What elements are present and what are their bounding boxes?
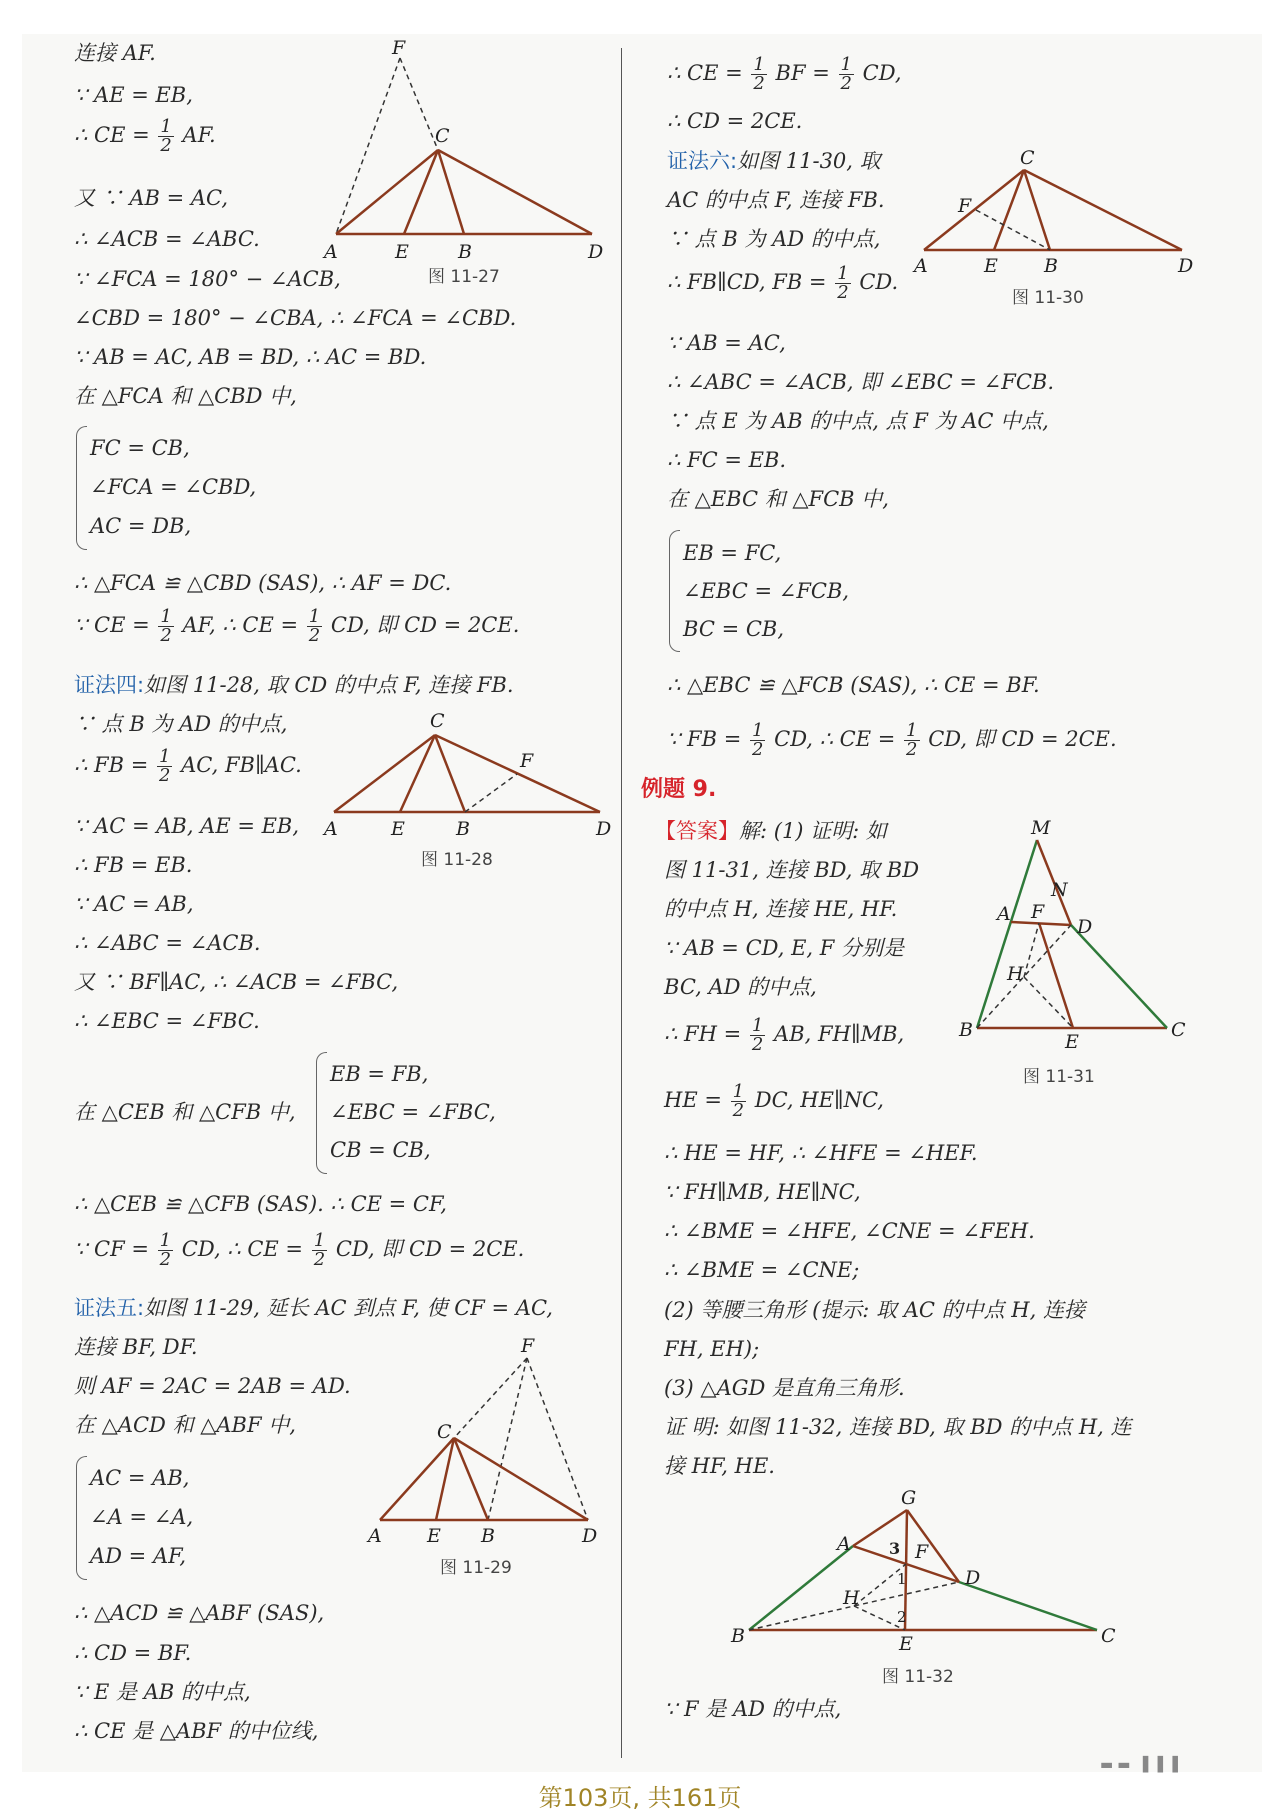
segment-dc [1071,925,1167,1028]
point-label: B [481,1525,495,1547]
segment-ba [749,1546,853,1630]
scroll-indicator[interactable]: ▬▬ ▌▌▌ [1100,1757,1188,1773]
text-line: ∵ CF = $\frac{1}{2}$ CD, ∴ CE = $\frac{1}{2}$ CD, 即 CD = 2CE. [74,1230,525,1270]
system-line: FC = CB, [90,436,190,460]
segment-ce [400,735,435,812]
segment-mb [977,840,1037,1028]
text-line: ∴ ∠ABC = ∠ACB. [74,931,261,955]
point-label: C [435,125,450,147]
figure-11-30 [912,147,1202,280]
point-label: A [324,818,338,840]
figure-11-27 [320,37,620,280]
text-line: ∴ △EBC ≌ △FCB (SAS), ∴ CE = BF. [667,673,1040,697]
text-line: 在 △CEB 和 △CFB 中, [74,1100,296,1124]
text-line: ∵ AB = AC, AB = BD, ∴ AC = BD. [74,345,427,369]
system-line: ∠A = ∠A, [90,1505,194,1529]
point-label: F [958,195,972,217]
point-label: C [1101,1625,1116,1647]
figure-11-29 [370,1330,610,1550]
text-line: ∵ 点 E 为 AB 的中点, 点 F 为 AC 中点, [667,409,1049,433]
fraction: $\frac{1}{2}$ [840,54,852,94]
point-label: H [1007,963,1024,985]
point-label: B [731,1625,745,1647]
text-line: ∴ CE = $\frac{1}{2}$ BF = $\frac{1}{2}$ CD, [667,54,902,94]
point-label: C [1171,1019,1186,1041]
point-label: B [456,818,470,840]
text-line: ∴ FC = EB. [667,448,787,472]
figure-11-31 [955,817,1195,1053]
text-line: HE = $\frac{1}{2}$ DC, HE∥NC, [664,1081,884,1121]
system-line: AC = AB, [90,1466,190,1490]
system-line: EB = FC, [683,541,782,565]
brace [669,530,680,652]
point-label: F [392,37,406,59]
text-line: 证 明: 如图 11-32, 连接 BD, 取 BD 的中点 H, 连 [664,1415,1132,1439]
point-label: D [1077,916,1093,938]
segment-fc [400,58,438,150]
text-line: ∴ ∠BME = ∠CNE; [664,1258,860,1282]
fraction: $\frac{1}{2}$ [732,1081,745,1121]
point-label: H [843,1587,860,1609]
text-line: ∠CBD = 180° − ∠CBA, ∴ ∠FCA = ∠CBD. [74,306,517,330]
text-line: ∵ AC = AB, [74,892,194,916]
text-line: 接 HF, HE. [664,1454,775,1478]
text-line: ∵ CE = $\frac{1}{2}$ AF, ∴ CE = $\frac{1}{2}$ CD, 即 CD = 2CE. [74,606,520,646]
segment-bf [465,774,517,812]
angle-label: 2 [897,1608,907,1626]
point-label: F [520,750,534,772]
point-label: F [521,1335,535,1357]
text-line: ∴ ∠BME = ∠HFE, ∠CNE = ∠FEH. [664,1219,1035,1243]
point-label: C [437,1421,452,1443]
point-label: A [997,903,1011,925]
segment-df [527,1358,588,1520]
text-line: ∴ FB∥CD, FB = $\frac{1}{2}$ CD. [667,263,899,303]
fraction: $\frac{1}{2}$ [906,720,918,760]
text-line: (3) △AGD 是直角三角形. [664,1376,905,1400]
segment-cd [454,1438,588,1520]
text-line: ∵ AC = AB, AE = EB, [74,814,300,838]
point-label: N [1051,879,1068,901]
text-line: ∴ HE = HF, ∴ ∠HFE = ∠HEF. [664,1141,978,1165]
text-line: BC, AD 的中点, [664,975,817,999]
text-line: ∴ △ACD ≌ △ABF (SAS), [74,1601,325,1625]
figure-11-28 [320,710,620,840]
text-line: ∴ ∠ABC = ∠ACB, 即 ∠EBC = ∠FCB. [667,370,1055,394]
text-line: ∴ CD = BF. [74,1641,192,1665]
example-heading: 例题 9. [641,777,717,802]
figure-caption: 图 11-27 [428,267,500,287]
point-label: M [1031,817,1051,839]
text-line: 证法四:如图 11-28, 取 CD 的中点 F, 连接 FB. [74,673,514,697]
text-line: FH, EH); [664,1337,760,1361]
text-line: 连接 BF, DF. [74,1335,198,1359]
text-line: 图 11-31, 连接 BD, 取 BD [664,858,920,882]
fraction: $\frac{1}{2}$ [160,606,172,646]
point-label: A [914,255,928,277]
system-line: AC = DB, [90,514,192,538]
system-line: AD = AF, [90,1544,187,1568]
point-label: A [837,1533,851,1555]
system-line: ∠FCA = ∠CBD, [90,475,257,499]
figure-caption: 图 11-32 [882,1667,954,1687]
point-label: D [965,1567,981,1589]
text-line: ∴ ∠ACB = ∠ABC. [74,227,260,251]
text-line: ∵ FB = $\frac{1}{2}$ CD, ∴ CE = $\frac{1}{2}$ CD, 即 CD = 2CE. [667,720,1117,760]
brace [76,1456,87,1580]
figure-caption: 图 11-29 [440,1558,512,1578]
method-heading: 证法五: [74,1296,145,1320]
text-line: (2) 等腰三角形 (提示: 取 AC 的中点 H, 连接 [664,1298,1085,1322]
point-label: D [596,818,612,840]
text-line: ∴ ∠EBC = ∠FBC. [74,1009,260,1033]
text-line: 在 △ACD 和 △ABF 中, [74,1413,296,1437]
point-label: E [1065,1031,1079,1053]
text-line: ∴ FH = $\frac{1}{2}$ AB, FH∥MB, [664,1015,905,1055]
figure-caption: 图 11-31 [1023,1067,1095,1087]
text-line: ∵ 点 B 为 AD 的中点, [74,712,288,736]
text-line: 又 ∵ AB = AC, [74,186,229,210]
text-line: 则 AF = 2AC = 2AB = AD. [74,1374,351,1398]
text-line: ∴ CD = 2CE. [667,109,803,133]
text-line: ∴ FB = EB. [74,853,193,877]
fraction: $\frac{1}{2}$ [159,746,171,786]
figure-caption: 图 11-28 [421,850,493,870]
segment-ce [436,1438,454,1520]
fraction: $\frac{1}{2}$ [308,606,321,646]
text-line: 证法六:如图 11-30, 取 [667,149,881,173]
text-line: 又 ∵ BF∥AC, ∴ ∠ACB = ∠FBC, [74,970,399,994]
system-line: ∠EBC = ∠FBC, [330,1100,496,1124]
point-label: A [324,241,338,263]
text-line: 在 △FCA 和 △CBD 中, [74,384,297,408]
text-line: ∵ 点 B 为 AD 的中点, [667,227,881,251]
text-line: ∵ AE = EB, [74,83,193,107]
text-line: ∵ ∠FCA = 180° − ∠ACB, [74,267,341,291]
segment-cb [454,1438,488,1520]
point-label: E [427,1525,441,1547]
fraction: $\frac{1}{2}$ [752,720,764,760]
system-line: CB = CB, [330,1138,431,1162]
column-divider [621,48,622,1758]
fraction: $\frac{1}{2}$ [751,1015,764,1055]
text-line: ∴ CE 是 △ABF 的中位线, [74,1719,319,1743]
point-label: E [395,241,409,263]
text-line: AC 的中点 F, 连接 FB. [667,188,885,212]
segment-hf [1024,923,1039,977]
fraction: $\frac{1}{2}$ [837,263,849,303]
text-line: ∵ FH∥MB, HE∥NC, [664,1180,861,1204]
method-heading: 证法四: [74,673,145,697]
segment-ac [334,735,435,812]
text-line: 连接 AF. [74,41,156,65]
segment-dc [959,1582,1097,1630]
point-label: D [1178,255,1194,277]
system-line: EB = FB, [330,1062,429,1086]
point-label: E [899,1633,913,1655]
point-label: C [430,710,445,732]
figure-caption: 图 11-30 [1012,288,1084,308]
figure-11-32 [725,1488,1125,1658]
point-label: G [901,1487,917,1509]
point-label: F [1031,901,1045,923]
point-label: E [984,255,998,277]
system-line: ∠EBC = ∠FCB, [683,579,850,603]
answer-tag: 【答案】 [655,819,739,843]
fraction: $\frac{1}{2}$ [313,1230,326,1270]
segment-ac [380,1438,454,1520]
angle-label: 3 [889,1539,901,1558]
text-line: ∴ CE = $\frac{1}{2}$ AF. [74,116,216,156]
text-line: ∵ F 是 AD 的中点, [664,1697,842,1721]
point-label: F [915,1541,929,1563]
brace [316,1052,327,1174]
segment-bf [488,1358,527,1520]
fraction: $\frac{1}{2}$ [159,1230,172,1270]
brace [76,426,87,550]
text-line: 【答案】解: (1) 证明: 如 [655,819,887,843]
point-label: D [588,241,604,263]
segment-ac [336,150,438,234]
text-line: ∴ FB = $\frac{1}{2}$ AC, FB∥AC. [74,746,302,786]
segment-cf [454,1358,527,1438]
segment-cd [1024,170,1182,250]
text-line: 在 △EBC 和 △FCB 中, [667,487,889,511]
text-line: ∴ △CEB ≌ △CFB (SAS). ∴ CE = CF, [74,1192,447,1216]
page-footer: 第103页, 共161页 [538,1784,742,1812]
point-label: B [959,1019,973,1041]
text-line: ∵ AB = CD, E, F 分别是 [664,936,905,960]
text-line: ∵ E 是 AB 的中点, [74,1680,251,1704]
point-label: E [391,818,405,840]
text-line: 证法五:如图 11-29, 延长 AC 到点 F, 使 CF = AC, [74,1296,553,1320]
text-line: 的中点 H, 连接 HE, HF. [664,897,898,921]
point-label: C [1020,147,1035,169]
fraction: $\frac{1}{2}$ [753,54,765,94]
segment-fe [1039,923,1073,1028]
point-label: A [368,1525,382,1547]
text-line: ∴ △FCA ≌ △CBD (SAS), ∴ AF = DC. [74,571,452,595]
angle-label: 1 [897,1570,907,1588]
point-label: B [1044,255,1058,277]
point-label: B [458,241,472,263]
method-heading: 证法六: [667,149,738,173]
text-line: ∵ AB = AC, [667,331,786,355]
system-line: BC = CB, [683,617,785,641]
fraction: $\frac{1}{2}$ [160,116,172,156]
point-label: D [582,1525,598,1547]
